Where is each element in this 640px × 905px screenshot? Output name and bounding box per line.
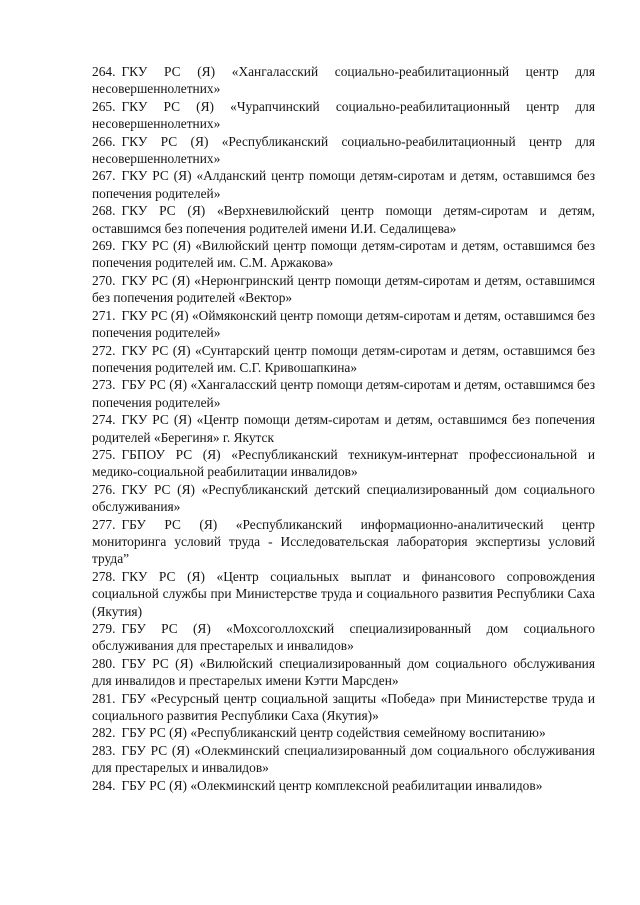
list-item — [92, 516, 595, 568]
item-number: 271. — [92, 307, 116, 323]
item-number: 280. — [92, 655, 116, 671]
item-text: ГБУ РС (Я) «Олекминский специализированный дом социального обслуживания для престарелых и инвалидов» — [92, 742, 595, 776]
item-text: ГБУ РС (Я) «Вилюйский специализированный дом социального обслуживания для инвалидов и престарелых имени Кэтти Марсден» — [92, 655, 595, 689]
item-number: 267. — [92, 168, 116, 184]
list-item — [92, 63, 595, 98]
list-item — [92, 481, 595, 516]
item-number: 284. — [92, 777, 116, 793]
item-number: 282. — [92, 725, 116, 741]
item-text: ГБУ РС (Я) «Республиканский центр содействия семейному воспитанию» — [121, 725, 546, 741]
item-number: 270. — [92, 272, 116, 288]
item-number: 266. — [92, 133, 116, 149]
list-item — [92, 98, 595, 133]
item-text: ГКУ РС (Я) «Республиканский детский специализированный дом социального обслуживания» — [92, 481, 595, 515]
list-item — [92, 202, 595, 237]
item-text: ГКУ РС (Я) «Центр социальных выплат и финансового сопровождения социальной службы при Министерстве труда и социального развития Республики Саха (Якутия) — [92, 568, 595, 619]
item-text: ГБУ РС (Я) «Хангаласский центр помощи детям-сиротам и детям, оставшимся без попечения родителей» — [92, 377, 595, 410]
item-text: ГКУ РС (Я) «Центр помощи детям-сиротам и детям, оставшимся без попечения родителей «Берегиня» г. Якутск — [92, 412, 595, 445]
list-item — [92, 167, 595, 202]
item-number: 269. — [92, 238, 116, 254]
item-text: ГБУ РС (Я) «Олекминский центр комплексной реабилитации инвалидов» — [121, 777, 543, 793]
list-item — [92, 133, 595, 168]
item-number: 281. — [92, 690, 116, 706]
item-number: 275. — [92, 446, 116, 462]
item-number: 274. — [92, 412, 116, 428]
item-number: 277. — [92, 516, 116, 532]
item-number: 279. — [92, 621, 116, 636]
list-item — [92, 376, 595, 411]
list-item — [92, 655, 595, 690]
item-text: ГБУ РС (Я) «Мохсоголлохский специализированный дом социального обслуживания для престарелых и инвалидов» — [92, 621, 595, 654]
item-number: 268. — [92, 203, 116, 219]
item-text: ГКУ РС (Я) «Сунтарский центр помощи детям-сиротам и детям, оставшимся без попечения родителей им. С.Г. Кривошапкина» — [92, 342, 595, 375]
list-item — [92, 342, 595, 377]
list-item — [92, 568, 595, 620]
list-item — [92, 237, 595, 272]
item-text: ГКУ РС (Я) «Чурапчинский социально-реабилитационный центр для несовершеннолетних» — [92, 98, 595, 132]
organization-list — [92, 63, 595, 794]
item-text: ГКУ РС (Я) «Вилюйский центр помощи детям-сиротам и детям, оставшимся без попечения родителей им. С.М. Аржакова» — [92, 238, 595, 271]
item-number: 278. — [92, 568, 116, 584]
item-text: ГБПОУ РС (Я) «Республиканский техникум-интернат профессиональной и медико-социальной реабилитации инвалидов» — [92, 446, 595, 480]
list-item — [92, 690, 595, 725]
list-item — [92, 777, 595, 794]
item-text: ГКУ РС (Я) «Республиканский социально-реабилитационный центр для несовершеннолетних» — [92, 133, 595, 167]
list-item — [92, 307, 595, 342]
list-item — [92, 272, 595, 307]
item-text: ГБУ РС (Я) «Республиканский информационно-аналитический центр мониторинга условий труда - Исследовательская лаборатория экспертизы условий труда” — [92, 516, 595, 567]
list-item — [92, 724, 595, 741]
list-item — [92, 411, 595, 446]
item-text: ГКУ РС (Я) «Хангаласский социально-реабилитационный центр для несовершеннолетних» — [92, 64, 595, 97]
list-item — [92, 742, 595, 777]
item-number: 273. — [92, 377, 116, 393]
item-text: ГКУ РС (Я) «Алданский центр помощи детям-сиротам и детям, оставшимся без попечения родителей» — [92, 168, 595, 201]
item-text: ГКУ РС (Я) «Нерюнгринский центр помощи детям-сиротам и детям, оставшимся без попечения родителей «Вектор» — [92, 272, 595, 306]
item-number: 276. — [92, 481, 116, 497]
item-text: ГКУ РС (Я) «Верхневилюйский центр помощи детям-сиротам и детям, оставшимся без попечения родителей имени И.И. Седалищева» — [92, 203, 595, 236]
item-number: 283. — [92, 742, 116, 758]
item-text: ГКУ РС (Я) «Оймяконский центр помощи детям-сиротам и детям, оставшимся без попечения родителей» — [92, 307, 595, 341]
item-text: ГБУ «Ресурсный центр социальной защиты «Победа» при Министерстве труда и социального развития Республики Саха (Якутия)» — [92, 690, 595, 724]
item-number: 272. — [92, 342, 116, 358]
item-number: 265. — [92, 98, 116, 114]
item-number: 264. — [92, 64, 116, 79]
list-item — [92, 446, 595, 481]
list-item — [92, 620, 595, 655]
